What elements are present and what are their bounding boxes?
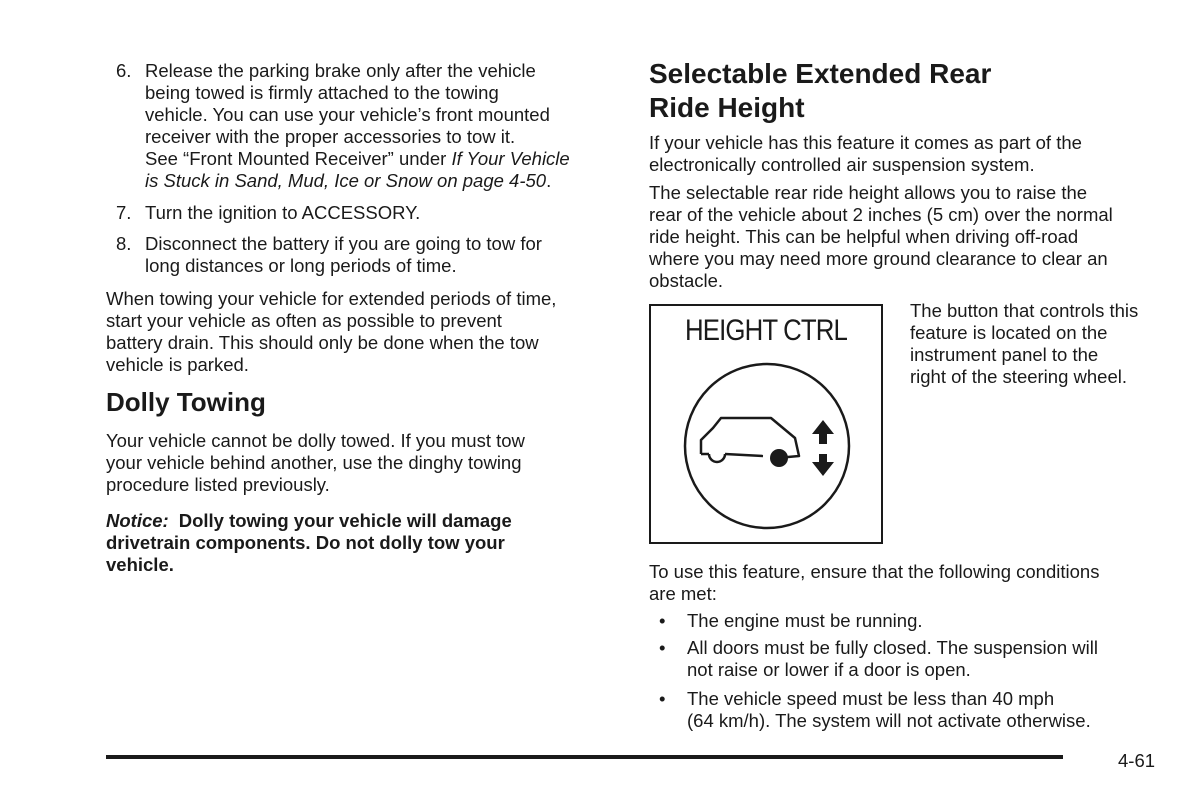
paragraph-line: battery drain. This should only be done when the tow	[106, 332, 539, 353]
notice-text-line: vehicle.	[106, 554, 174, 575]
height-ctrl-button-illustration	[649, 304, 883, 544]
caption-line: The button that controls this	[910, 300, 1139, 321]
figure-caption	[910, 300, 1170, 388]
paragraph-line: To use this feature, ensure that the following conditions	[649, 561, 1100, 582]
figure-label: HEIGHT CTRL	[684, 314, 848, 347]
see-suffix: .	[546, 170, 552, 191]
step-number: 8.	[116, 233, 132, 254]
paragraph-line: procedure listed previously.	[106, 474, 330, 495]
intro-paragraph	[649, 132, 1164, 176]
see-prefix: See “Front Mounted Receiver” under	[145, 148, 452, 169]
caption-line: right of the steering wheel.	[910, 366, 1127, 387]
paragraph-line: your vehicle behind another, use the dinghy towing	[106, 452, 522, 473]
paragraph-line: where you may need more ground clearance to clear an	[649, 248, 1108, 269]
step-number: 6.	[116, 60, 132, 81]
bullet-text-line: The engine must be running.	[687, 610, 923, 631]
towing-paragraph	[106, 288, 616, 376]
paragraph-line: vehicle is parked.	[106, 354, 249, 375]
notice-block	[106, 510, 616, 576]
paragraph-line: The selectable rear ride height allows you to raise the	[649, 182, 1088, 203]
paragraph-line: When towing your vehicle for extended periods of time,	[106, 288, 557, 309]
lower-arrow-icon	[812, 454, 834, 476]
description-paragraph	[649, 182, 1164, 292]
step-text-line: Turn the ignition to ACCESSORY.	[145, 202, 421, 223]
step-number: 7.	[116, 202, 132, 223]
paragraph-line: If your vehicle has this feature it comes as part of the	[649, 132, 1082, 153]
heading-line: Selectable Extended Rear	[649, 58, 992, 89]
step-text-line: receiver with the proper accessories to tow it.	[145, 126, 516, 147]
see-reference-line	[145, 148, 615, 170]
step-text-line: long distances or long periods of time.	[145, 255, 457, 276]
raise-arrow-icon	[812, 420, 834, 444]
dolly-towing-heading: Dolly Towing	[106, 387, 266, 417]
bullet-icon: •	[659, 610, 666, 631]
bullet-icon: •	[659, 637, 666, 658]
paragraph-line: Your vehicle cannot be dolly towed. If you must tow	[106, 430, 525, 451]
conditions-intro	[649, 561, 1164, 605]
paragraph-line: start your vehicle as often as possible to prevent	[106, 310, 502, 331]
heading-line: Ride Height	[649, 92, 805, 123]
notice-text-line: Dolly towing your vehicle will damage	[178, 510, 512, 531]
height-ctrl-icon	[651, 306, 885, 546]
see-reference-line	[145, 170, 615, 192]
caption-line: feature is located on the	[910, 322, 1108, 343]
see-reference-title: is Stuck in Sand, Mud, Ice or Snow on page 4-50	[145, 170, 547, 191]
bullet-text-line: (64 km/h). The system will not activate otherwise.	[687, 710, 1091, 731]
paragraph-line: rear of the vehicle about 2 inches (5 cm) over the normal	[649, 204, 1113, 225]
step-text-line: being towed is firmly attached to the towing	[145, 82, 499, 103]
rear-wheel-icon	[770, 449, 788, 467]
paragraph-line: obstacle.	[649, 270, 724, 291]
bullet-text-line: not raise or lower if a door is open.	[687, 659, 971, 680]
step-text-line: vehicle. You can use your vehicle’s front mounted	[145, 104, 550, 125]
bullet-text-line: All doors must be fully closed. The suspension will	[687, 637, 1098, 658]
paragraph-line: ride height. This can be helpful when driving off-road	[649, 226, 1079, 247]
bullet-text-line: The vehicle speed must be less than 40 mph	[687, 688, 1055, 709]
bullet-icon: •	[659, 688, 666, 709]
caption-line: instrument panel to the	[910, 344, 1099, 365]
section-heading	[649, 57, 991, 125]
notice-label: Notice:	[106, 510, 169, 531]
page-number: 4-61	[1118, 750, 1156, 771]
step-text-line: Release the parking brake only after the vehicle	[145, 60, 536, 81]
dolly-paragraph	[106, 430, 616, 496]
see-reference-title: If Your Vehicle	[451, 148, 570, 169]
step-text-line: Disconnect the battery if you are going to tow for	[145, 233, 542, 254]
footer-rule	[106, 755, 1063, 759]
button-circle-outline	[685, 364, 849, 528]
paragraph-line: are met:	[649, 583, 717, 604]
paragraph-line: electronically controlled air suspension system.	[649, 154, 1035, 175]
notice-text-line: drivetrain components. Do not dolly tow your	[106, 532, 505, 553]
